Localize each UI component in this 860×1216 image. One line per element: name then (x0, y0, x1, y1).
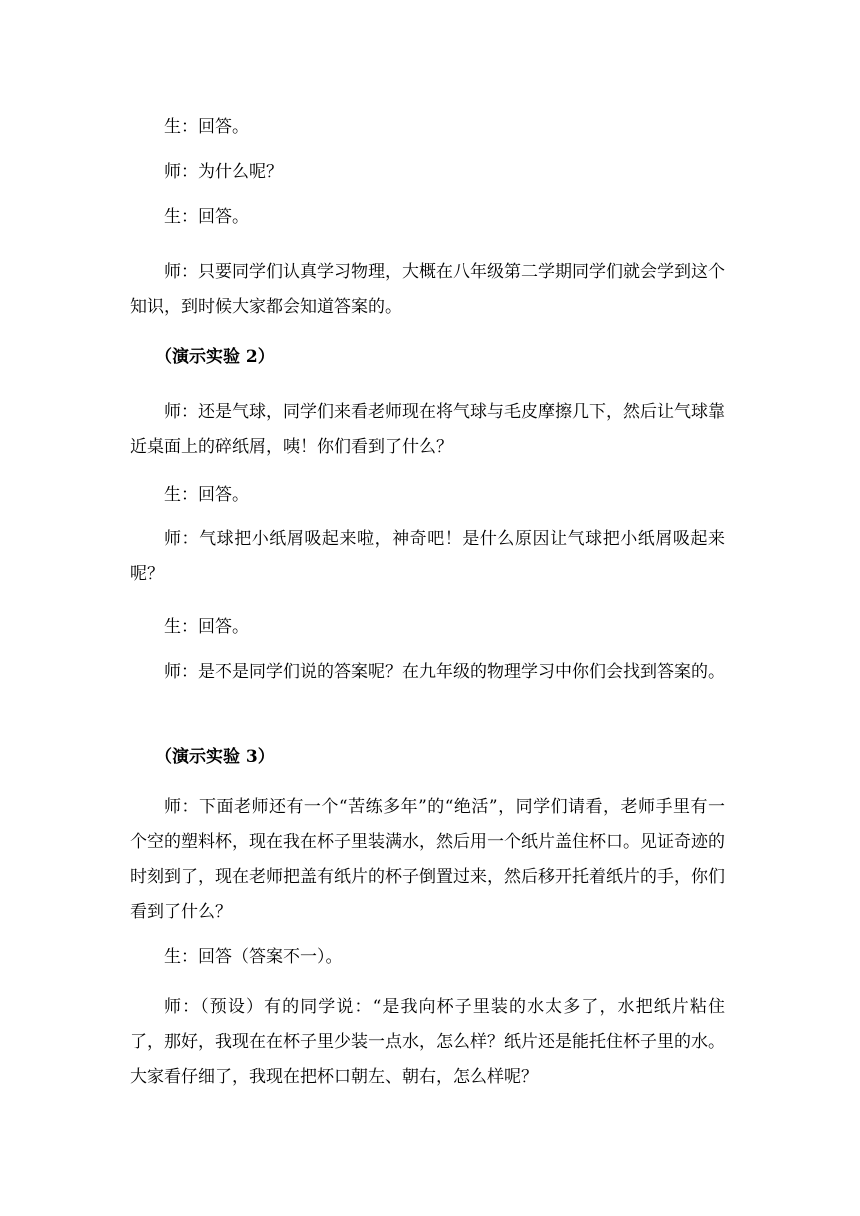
paragraph-teacher-balloon: 师：还是气球，同学们来看老师现在将气球与毛皮摩擦几下，然后让气球靠近桌面上的碎纸屑，咦！你们看到了什么？ (130, 402, 725, 457)
paragraph-student-answer-4: 生：回答。 (164, 617, 249, 637)
paragraph-teacher-explanation-1: 师：只要同学们认真学习物理，大概在八年级第二学期同学们就会学到这个知识，到时候大家都会知道答案的。 (130, 262, 725, 317)
paragraph-student-answer-5: 生：回答（答案不一）。 (164, 947, 343, 967)
heading-demo-experiment-2: （演示实验 2） (155, 347, 275, 367)
paragraph-student-answer-2: 生：回答。 (164, 207, 249, 227)
paragraph-student-answer-1: 生：回答。 (164, 117, 249, 137)
paragraph-teacher-preset: 师：（预设）有的同学说：“是我向杯子里装的水太多了，水把纸片粘住了，那好，我现在在杯子里少装一点水，怎么样？纸片还是能托住杯子里的水。大家看仔细了，我现在把杯口朝左、朝右，怎么样呢？ (130, 997, 725, 1087)
paragraph-teacher-paper-scraps: 师：气球把小纸屑吸起来啦，神奇吧！是什么原因让气球把小纸屑吸起来呢？ (130, 529, 725, 584)
paragraph-student-answer-3: 生：回答。 (164, 485, 249, 505)
paragraph-teacher-ninth-grade: 师：是不是同学们说的答案呢？在九年级的物理学习中你们会找到答案的。 (164, 662, 725, 682)
heading-demo-experiment-3: （演示实验 3） (155, 747, 275, 767)
paragraph-teacher-question: 师：为什么呢？ (164, 162, 283, 182)
paragraph-teacher-water-cup: 师：下面老师还有一个“苦练多年”的“绝活”，同学们请看，老师手里有一个空的塑料杯，现在我在杯子里装满水，然后用一个纸片盖住杯口。见证奇迹的时刻到了，现在老师把盖有纸片的杯子倒置过来，然后移开托着纸片的手，你们看到了什么？ (130, 797, 725, 922)
